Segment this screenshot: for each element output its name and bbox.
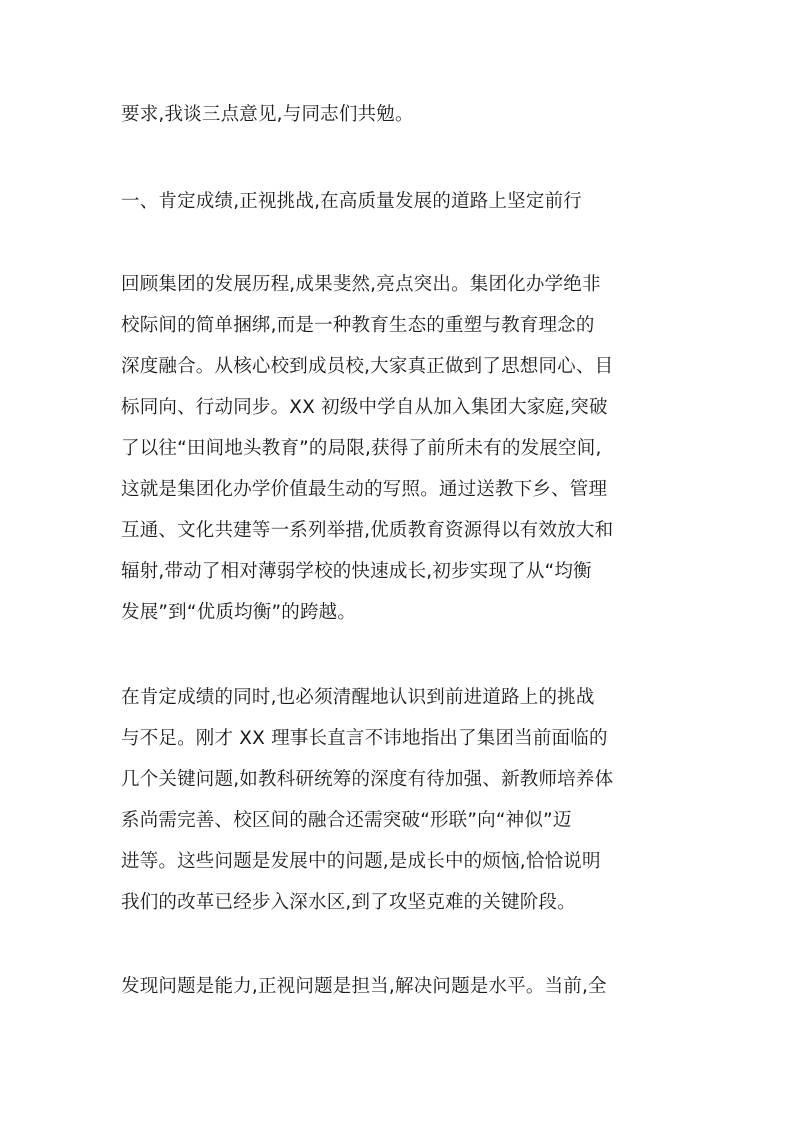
section-heading: 一、肯定成绩,正视挑战,在高质量发展的道路上坚定前行 [121,191,582,212]
paragraph-1-line: 标同向、行动同步。XX 初级中学自从加入集团大家庭,突破 [121,397,608,418]
paragraph-1-line: 这就是集团化办学价值最生动的写照。通过送教下乡、管理 [121,479,608,500]
paragraph-2-line: 系尚需完善、校区间的融合还需突破“形联”向“神似”迈 [121,810,572,831]
paragraph-2-line: 与不足。刚才 XX 理事长直言不讳地指出了集团当前面临的 [121,728,608,749]
paragraph-2-line: 进等。这些问题是发展中的问题,是成长中的烦恼,恰恰说明 [121,851,601,872]
paragraph-3-line: 发现问题是能力,正视问题是担当,解决问题是水平。当前,全 [121,976,607,997]
paragraph-2-line: 我们的改革已经步入深水区,到了攻坚克难的关键阶段。 [121,892,576,913]
paragraph-1-line: 了以往“田间地头教育”的局限,获得了前所未有的发展空间, [121,438,602,459]
paragraph-1-line: 发展”到“优质均衡”的跨越。 [121,602,357,623]
paragraph-2-line: 几个关键问题,如教科研统筹的深度有待加强、新教师培养体 [121,769,614,790]
paragraph-1-line: 辐射,带动了相对薄弱学校的快速成长,初步实现了从“均衡 [121,561,592,582]
paragraph-2-line: 在肯定成绩的同时,也必须清醒地认识到前进道路上的挑战 [121,687,595,708]
paragraph-1-line: 校际间的简单捆绑,而是一种教育生态的重塑与教育理念的 [121,315,595,336]
intro-line: 要求,我谈三点意见,与同志们共勉。 [121,104,414,125]
paragraph-1-line: 互通、文化共建等一系列举措,优质教育资源得以有效放大和 [121,520,614,541]
paragraph-1-line: 回顾集团的发展历程,成果斐然,亮点突出。集团化办学绝非 [121,274,601,295]
paragraph-1-line: 深度融合。从核心校到成员校,大家真正做到了思想同心、目 [121,356,614,377]
